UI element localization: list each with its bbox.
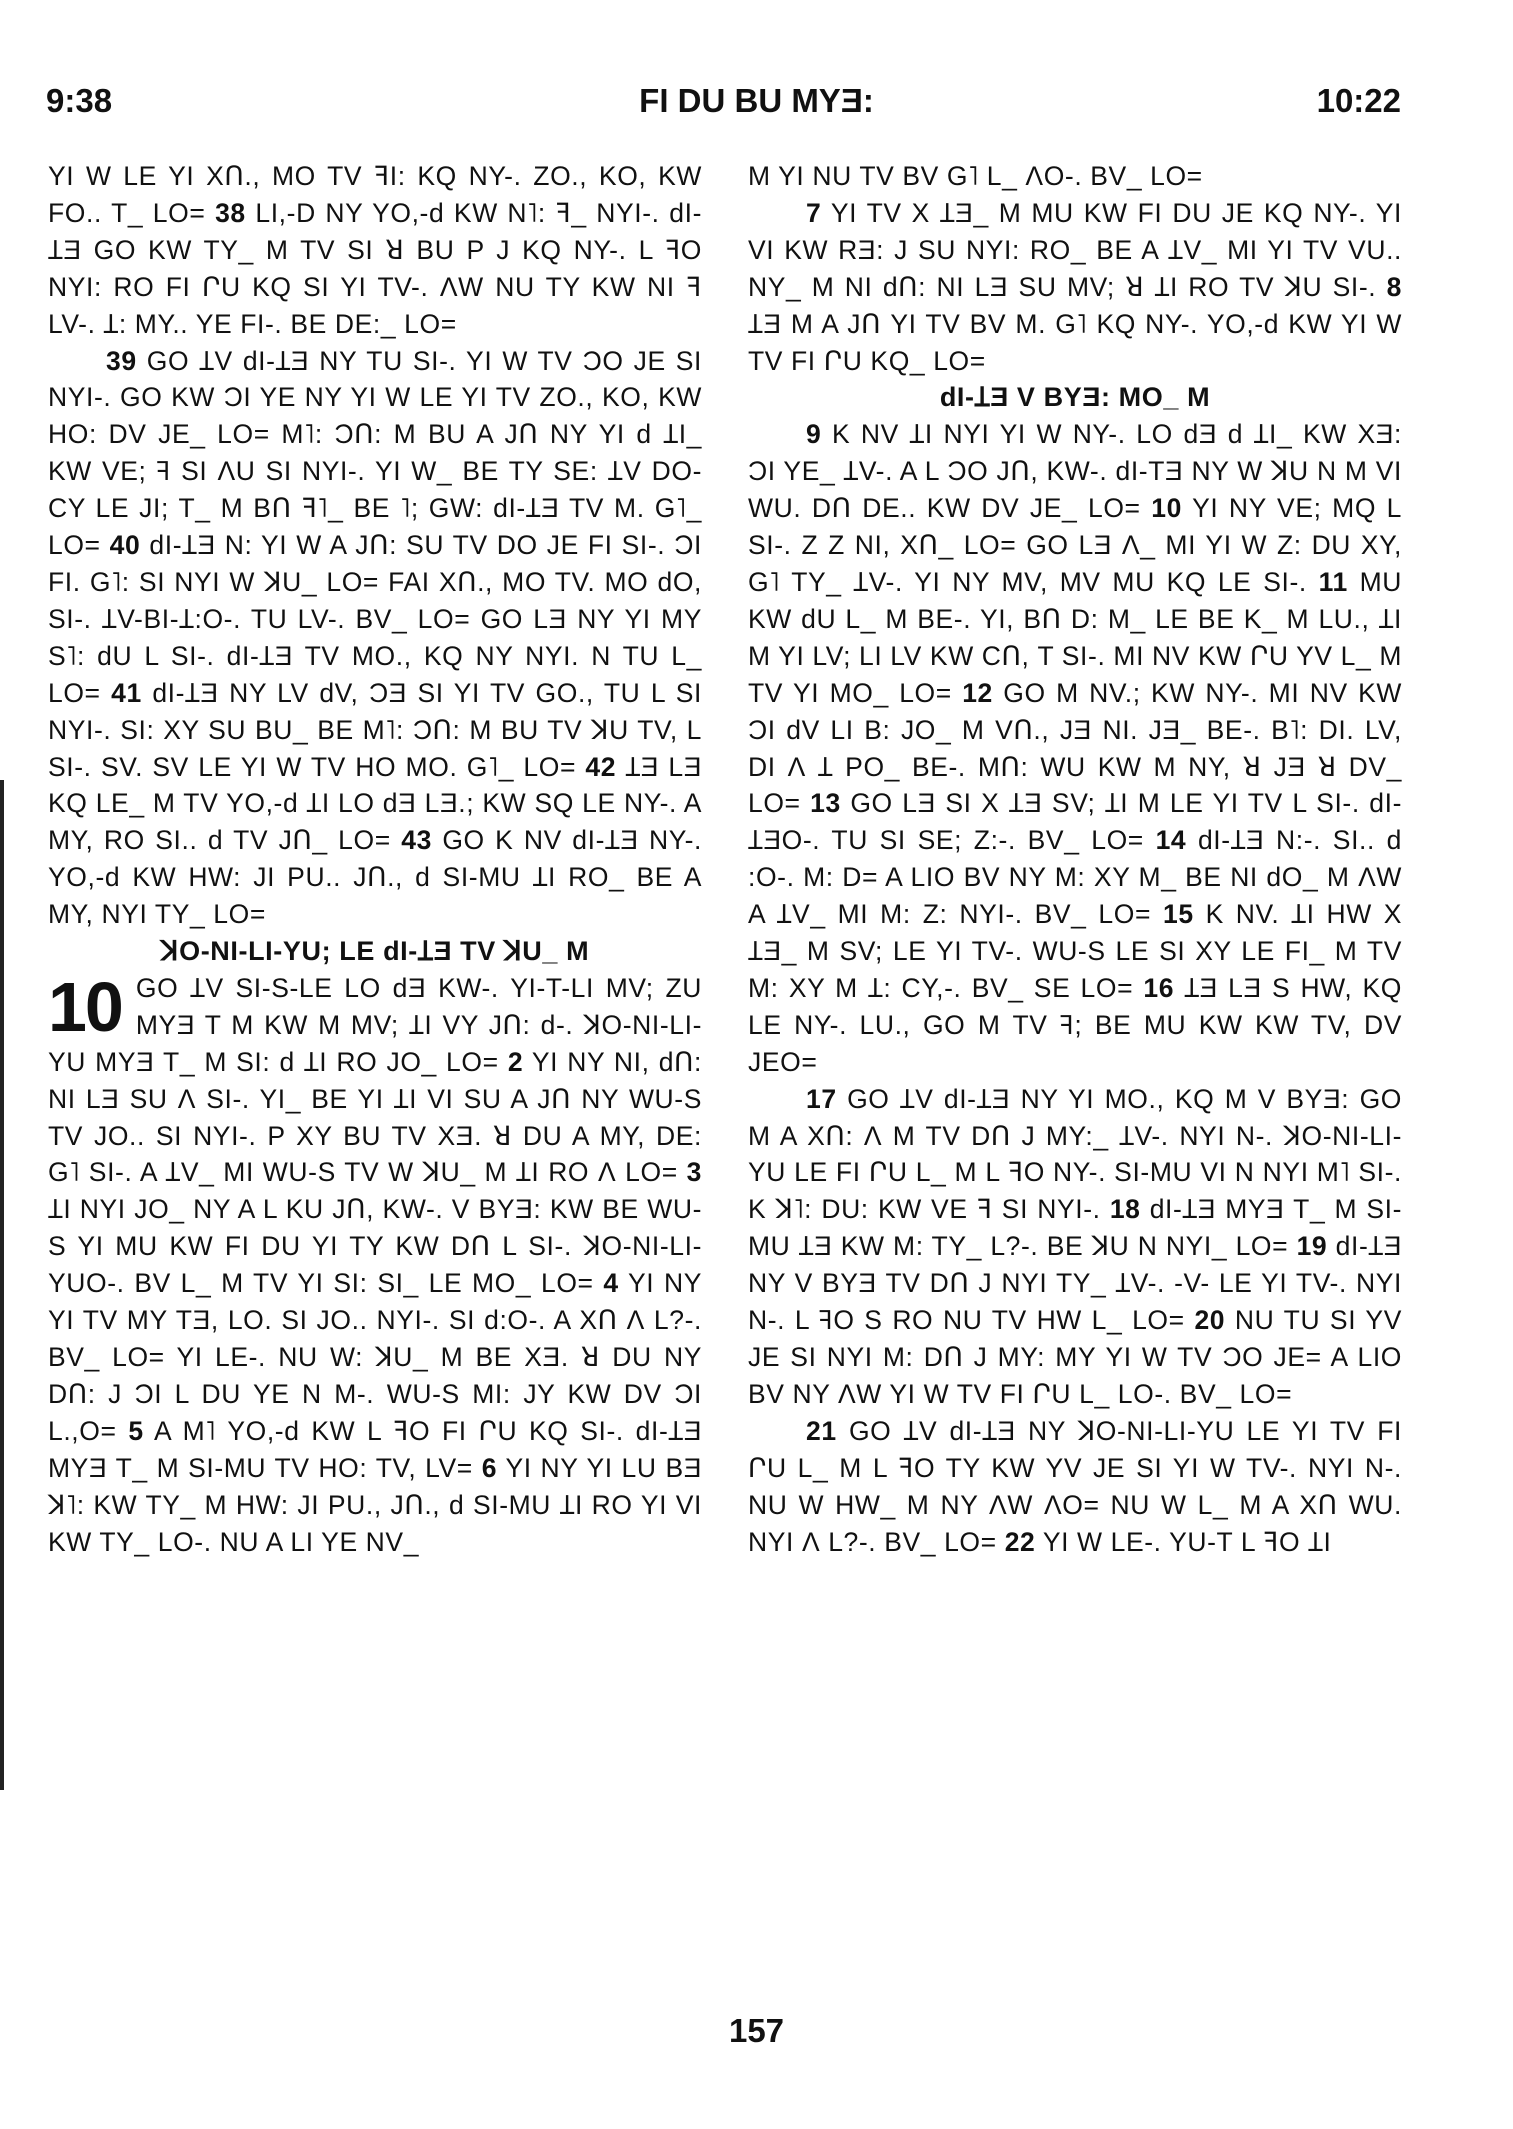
body-text: YI NY NI, dՈ: NI LƎ SU Ʌ SI-. YI_ BE YI ꞱI VI SU A JՈ NY WU-S TV JO.. SI NYI-. P XY BU TV XƎ. ꓤ DU A MY, DE: G˥ SI-. A ꞱV_ MI WU-S TV W ꓘU_ M ꞱI RO Ʌ LO= bbox=[48, 1046, 703, 1188]
paragraph bbox=[748, 195, 1402, 380]
body-text: dI-ꞱƎ NY LV dV, ƆƎ SI YI TV GO., TU L SI NYI-. SI: XY SU BU_ BE M˥: ƆՈ: M BU TV ꓘU TV, L SI-. SV. SV LE YI W TV HO MO. G˥_ LO= bbox=[48, 677, 702, 782]
scan-edge-line bbox=[0, 780, 4, 1790]
paragraph bbox=[748, 1413, 1402, 1561]
body-text: K NV ꞱI NYI YI W NY-. LO dƎ d ꞱI_ KW XƎ: ƆI YE_ ꞱV-. A L ƆO JՈ, KW-. dI-TƎ NY W ꓘU N M VI WU. DՈ DE.. KW DV JE_ LO= bbox=[748, 419, 1402, 524]
body-text: YI W LE-. YU-T L ꟻO ꞱI bbox=[1042, 1526, 1332, 1557]
body-text: YI W LE YI XՈ., MO TV ꟻI: KQ NY-. ZO., KO, KW FO.. T_ LO= bbox=[48, 161, 702, 228]
verse-number: 21 bbox=[806, 1415, 837, 1446]
body-text: GO K NV dI-ꞱƎ NY-. YO,-d KW HW: JI PU.. JՈ., d SI-MU ꞱI RO_ BE A MY, NYI TY_ LO= bbox=[48, 825, 703, 930]
body-text: NU TU SI YV JE SI NYI M: DՈ J MY: MY YI W TV ƆO JE= A LIO BV NY ɅW YI W TV FI ՐU L_ LO-. BV_ LO= bbox=[748, 1305, 1402, 1409]
verse-number: 14 bbox=[1155, 825, 1187, 856]
verse-number: 22 bbox=[1004, 1526, 1036, 1557]
verse-number: 9 bbox=[806, 419, 822, 450]
book-title: FI DU BU MYƎ: bbox=[639, 82, 874, 119]
verse-number: 39 bbox=[106, 345, 137, 376]
verse-number: 38 bbox=[215, 197, 246, 228]
paragraph bbox=[48, 343, 702, 934]
verse-number: 42 bbox=[585, 751, 617, 782]
body-text: GO ꞱV dI-ꞱƎ NY YI MO., KQ M V BYƎ: GO M A XՈ: Ʌ M TV DՈ J MY:_ ꞱV-. NYI N-. ꓘO-NI-LI-YU LE FI ՐU L_ M L ꟻO NY-. SI-MU VI N NYI M˥ SI-. K ꓘ˥: DU: KW VE ꟻ SI NYI-. bbox=[748, 1083, 1402, 1225]
chapter-number-dropcap: 10 bbox=[48, 967, 122, 1046]
body-text: GO LƎ SI X ꞱƎ SV; ꞱI M LE YI TV L SI-. dI-ꞱƎO-. TU SI SE; Z:-. BV_ LO= bbox=[748, 788, 1403, 856]
body-text: ꞱƎ LƎ S HW, KQ LE NY-. LU., GO M TV ꟻ; BE MU KW KW TV, DV JEO= bbox=[748, 972, 1402, 1077]
page-number: 157 bbox=[728, 2012, 785, 2049]
body-text: YI NY VE; MQ L SI-. Z Z NI, XՈ_ LO= GO LƎ Ʌ_ MI YI W Z: DU XY, G˥ TY_ ꞱV-. YI NY MV, MV MU KQ LE SI-. bbox=[748, 493, 1403, 597]
verse-number: 10 bbox=[1151, 493, 1182, 524]
verse-number: 15 bbox=[1163, 899, 1194, 930]
body-text: GO ꞱV SI-S-LE LO dƎ KW-. YI-T-LI MV; ZU MYƎ T M KW M MV; ꞱI VY JՈ: d-. ꓘO-NI-LI-YU MYƎ T_ M SI: d ꞱI RO JO_ LO= bbox=[48, 972, 702, 1077]
page-header bbox=[0, 82, 1513, 132]
body-text: YI NY YI TV MY TƎ, LO. SI JO.. NYI-. SI d:O-. A XՈ Ʌ L?-. BV_ LO= YI LE-. NU W: ꓘU_ M BE XƎ. ꓤ DU NY DՈ: J ƆI L DU YE N M-. WU-S MI: JY KW DV ƆI L.,O= bbox=[48, 1268, 703, 1446]
verse-number: 11 bbox=[1318, 566, 1348, 597]
paragraph bbox=[748, 416, 1402, 1080]
verse-number: 18 bbox=[1109, 1194, 1141, 1225]
body-text: M YI NU TV BV G˥ L_ ɅO-. BV_ LO= bbox=[748, 161, 1203, 191]
chapter-verse-range-start: 9:38 bbox=[46, 82, 113, 119]
body-text: dI-ꞱƎ N:-. SI.. d :O-. M: D= A LIO BV NY M: XY M_ BE NI dO_ M ɅW A ꞱV_ MI M: Z: NYI-. BV_ LO= bbox=[748, 825, 1402, 930]
paragraph bbox=[748, 1081, 1402, 1413]
section-heading: ꓘO-NI-LI-YU; LE dI-ꞱƎ TV ꓘU_ M bbox=[160, 936, 590, 967]
body-text: YI TV X ꞱƎ_ M MU KW FI DU JE KQ NY-. YI VI KW RƎ: J SU NYI: RO_ BE A ꞱV_ MI YI TV VU.. NY_ M NI dՈ: NI LƎ SU MV; ꓤ ꞱI RO TV ꓘU SI-. bbox=[748, 197, 1403, 302]
section-heading: dI-ꞱƎ V BYƎ: MO_ M bbox=[939, 382, 1211, 413]
body-text: A M˥ YO,-d KW L ꟻO FI ՐU KQ SI-. dI-ꞱƎ MYƎ T_ M SI-MU TV HO: TV, LV= bbox=[48, 1415, 702, 1483]
verse-number: 7 bbox=[806, 197, 822, 228]
body-text: ꞱI NYI JO_ NY A L KU JՈ, KW-. V BYƎ: KW BE WU-S YI MU KW FI DU YI TY KW DՈ L SI-. ꓘO-NI-LI-YUO-. BV L_ M TV YI SI: SI_ LE MO_ LO= bbox=[48, 1194, 702, 1299]
verse-number: 43 bbox=[401, 825, 432, 856]
right-column bbox=[748, 158, 1402, 1560]
verse-number: 5 bbox=[128, 1415, 144, 1446]
body-text: ꞱƎ LƎ KQ LE_ M TV YO,-d ꞱI LO dƎ LƎ.; KW SQ LE NY-. A MY, RO SI.. d TV JՈ_ LO= bbox=[48, 751, 703, 856]
verse-number: 6 bbox=[481, 1452, 498, 1483]
chapter-verse-range-end: 10:22 bbox=[1316, 82, 1401, 119]
verse-number: 16 bbox=[1143, 972, 1175, 1003]
verse-number: 41 bbox=[111, 677, 142, 708]
verse-number: 19 bbox=[1296, 1231, 1328, 1262]
body-text: GO ꞱV dI-ꞱƎ NY ꓘO-NI-LI-YU LE YI TV FI ՐU L_ M L ꟻO TY KW YV JE SI YI W TV-. NYI N-. NU W HW_ M NY ɅW ɅO= NU W L_ M A XՈ WU. NYI Ʌ L?-. BV_ LO= bbox=[748, 1415, 1402, 1557]
verse-number: 40 bbox=[109, 530, 141, 561]
body-text: ꞱƎ M A JՈ YI TV BV M. G˥ KQ NY-. YO,-d KW YI W TV FI ՐU KQ_ LO= bbox=[748, 308, 1402, 376]
verse-number: 4 bbox=[603, 1268, 619, 1299]
verse-number: 3 bbox=[686, 1157, 702, 1188]
verse-number: 8 bbox=[1386, 271, 1402, 302]
body-text: dI-ꞱƎ MYƎ T_ M SI-MU ꞱƎ KW M: TY_ L?-. BE ꓘU N NYI_ LO= bbox=[748, 1194, 1403, 1262]
body-text: K NV. ꞱI HW X ꞱƎ_ M SV; LE YI TV-. WU-S LE SI XY LE FI_ M TV M: XY M Ʇ: CY,-. BV_ SE LO= bbox=[748, 899, 1403, 1003]
body-text: MU KW dU L_ M BE-. YI, BՈ D: M_ LE BE K_ M LU., ꞱI M YI LV; LI LV KW CՈ, T SI-. MI NV KW ՐU YV L_ M TV YI MO_ LO= bbox=[748, 566, 1403, 708]
verse-number: 2 bbox=[507, 1046, 524, 1077]
verse-number: 13 bbox=[810, 788, 841, 819]
body-text: GO M NV.; KW NY-. MI NV KW ƆI dV LI B: JO_ M VՈ., JƎ NI. JƎ_ BE-. B˥: DI. LV, DI Ʌ Ʇ PO_ BE-. MՈ: WU KW M NY, ꓤ JƎ ꓤ DV_ LO= bbox=[748, 677, 1402, 819]
body-text: dI-ꞱƎ N: YI W A JՈ: SU TV DO JE FI SI-. ƆI FI. G˥: SI NYI W ꓘU_ LO= FAI XՈ., MO TV. MO dO, SI-. ꞱV-BI-Ʇ:O-. TU LV-. BV_ LO= GO LƎ NY YI MY S˥: dU L SI-. dI-ꞱƎ TV MO., KQ NY NYI. N TU L_ LO= bbox=[48, 530, 702, 708]
verse-number: 17 bbox=[806, 1083, 837, 1114]
verse-number: 12 bbox=[962, 677, 993, 708]
body-text: LI,-D NY YO,-d KW N˥: ꟻ_ NYI-. dI-ꞱƎ GO KW TY_ M TV SI ꓤ BU P J KQ NY-. L ꟻO NYI: RO FI ՐU KQ SI YI TV-. ɅW NU TY KW NI ꟻ LV-. Ʇ: MY.. YE FI-. BE DE:_ LO= bbox=[48, 197, 702, 339]
paragraph bbox=[748, 158, 1402, 195]
body-text: dI-ꞱƎ NY V BYƎ TV DՈ J NYI TY_ ꞱV-. -V- LE YI TV-. NYI N-. L ꟻO S RO NU TV HW L_ LO= bbox=[748, 1231, 1402, 1336]
chapter-paragraph bbox=[48, 967, 703, 1561]
paragraph bbox=[48, 158, 702, 343]
body-text: GO ꞱV dI-ꞱƎ NY TU SI-. YI W TV ƆO JE SI NYI-. GO KW ƆI YE NY YI W LE YI TV ZO., KO, KW HO: DV JE_ LO= M˥: ƆՈ: M BU A JՈ NY YI d ꞱI_ KW VE; ꟻ SI ɅU SI NYI-. YI W_ BE TY SE: ꞱV DO-CY LE JI; T_ M BՈ ꟻ˥_ BE ˥; GW: dI-ꞱƎ TV M. G˥_ LO= bbox=[48, 345, 702, 561]
body-text: YI NY YI LU BƎ ꓘ˥: KW TY_ M HW: JI PU., JՈ., d SI-MU ꞱI RO YI VI KW TY_ LO-. NU A LI YE NV_ bbox=[48, 1452, 702, 1557]
verse-number: 20 bbox=[1194, 1305, 1226, 1336]
left-column bbox=[48, 158, 702, 1560]
